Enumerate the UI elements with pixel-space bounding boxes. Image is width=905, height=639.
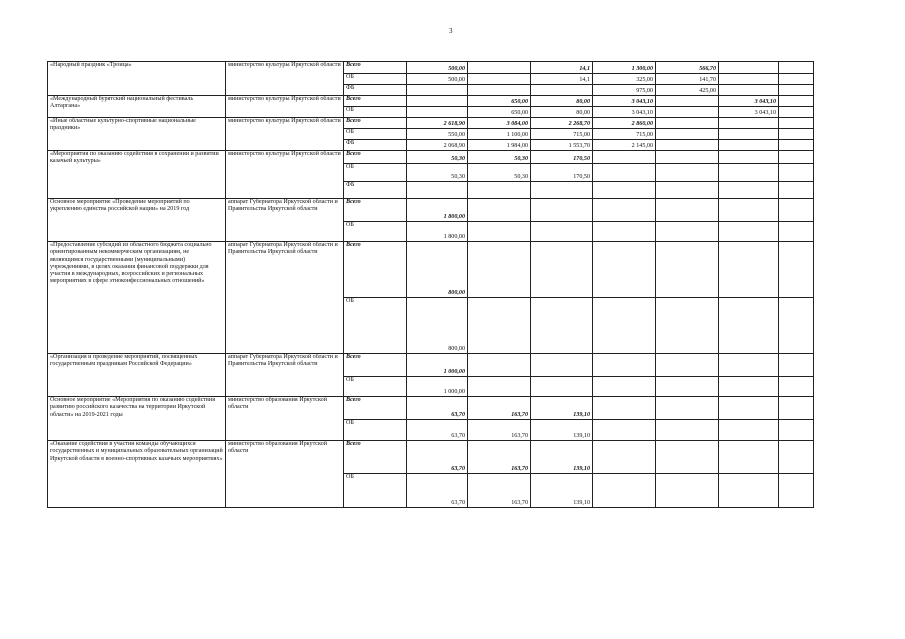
- amount-cell: [779, 182, 814, 199]
- amount-cell: [779, 199, 814, 222]
- amount-cell: [656, 182, 719, 199]
- amount-cell: [593, 420, 656, 441]
- responsible-executor: министерство образования Иркутской области: [226, 441, 344, 508]
- amount-cell: [656, 377, 719, 397]
- table-row: [48, 242, 814, 298]
- amount-cell: [779, 441, 814, 474]
- amount-cell: 163,70: [468, 420, 531, 441]
- responsible-executor: министерство культуры Иркутской области: [226, 118, 344, 151]
- amount-cell: [779, 354, 814, 377]
- amount-cell: [468, 222, 531, 242]
- amount-cell: 3 043,10: [593, 107, 656, 118]
- amount-cell: [779, 222, 814, 242]
- amount-cell: [779, 298, 814, 354]
- amount-cell: 550,00: [407, 129, 468, 140]
- amount-cell: 2 068,90: [407, 140, 468, 151]
- amount-cell: [719, 74, 779, 85]
- amount-cell: [719, 222, 779, 242]
- amount-cell: [593, 242, 656, 298]
- amount-cell: 1 984,00: [468, 140, 531, 151]
- amount-cell: [407, 182, 468, 199]
- amount-cell: [468, 199, 531, 222]
- amount-cell: [779, 420, 814, 441]
- funding-source: Всего: [344, 199, 407, 222]
- activity-name: Основное мероприятие «Проведение мероприятий по укреплению единства российской нации» на 2019 год: [48, 199, 226, 242]
- amount-cell: 139,10: [531, 441, 593, 474]
- amount-cell: [719, 474, 779, 508]
- activity-name: «Иные областные культурно-спортивные национальные праздники»: [48, 118, 226, 151]
- funding-source: ФБ: [344, 140, 407, 151]
- amount-cell: [531, 242, 593, 298]
- amount-cell: [531, 182, 593, 199]
- amount-cell: [593, 474, 656, 508]
- amount-cell: [779, 85, 814, 96]
- amount-cell: [719, 420, 779, 441]
- amount-cell: [593, 298, 656, 354]
- amount-cell: [656, 397, 719, 420]
- funding-source: Всего: [344, 354, 407, 377]
- table-row: [48, 441, 814, 474]
- amount-cell: 139,10: [531, 397, 593, 420]
- amount-cell: [468, 62, 531, 74]
- amount-cell: [779, 151, 814, 164]
- amount-cell: [779, 474, 814, 508]
- table-row: [48, 96, 814, 107]
- amount-cell: [719, 354, 779, 377]
- amount-cell: 1 800,00: [407, 222, 468, 242]
- funding-source: ОБ: [344, 74, 407, 85]
- responsible-executor: аппарат Губернатора Иркутской области и Правительства Иркутской области: [226, 242, 344, 354]
- activity-name: «Предоставление субсидий из областного бюджета социально ориентированным некоммерческим организациям, не являющимся государственными (муниципальными) учреждениями, в целях оказания финансовой поддержки для участия в международных, всероссийских и региональных мероприятиях в сфере этноконфессиональных отношений»: [48, 242, 226, 354]
- amount-cell: [779, 164, 814, 182]
- funding-source: Всего: [344, 96, 407, 107]
- amount-cell: 3 043,10: [719, 107, 779, 118]
- amount-cell: 163,70: [468, 397, 531, 420]
- amount-cell: [593, 182, 656, 199]
- amount-cell: [719, 140, 779, 151]
- amount-cell: [656, 354, 719, 377]
- amount-cell: [719, 298, 779, 354]
- funding-source: Всего: [344, 441, 407, 474]
- amount-cell: [656, 242, 719, 298]
- amount-cell: 715,00: [531, 129, 593, 140]
- amount-cell: [779, 62, 814, 74]
- amount-cell: [779, 96, 814, 107]
- amount-cell: [656, 199, 719, 222]
- amount-cell: 63,70: [407, 441, 468, 474]
- table-row: [48, 354, 814, 377]
- amount-cell: 1 000,00: [407, 354, 468, 377]
- amount-cell: 163,70: [468, 474, 531, 508]
- amount-cell: 139,10: [531, 474, 593, 508]
- amount-cell: 14,1: [531, 62, 593, 74]
- amount-cell: 1 553,70: [531, 140, 593, 151]
- amount-cell: [719, 129, 779, 140]
- amount-cell: [593, 199, 656, 222]
- amount-cell: 650,00: [468, 96, 531, 107]
- responsible-executor: министерство культуры Иркутской области: [226, 151, 344, 199]
- amount-cell: [593, 377, 656, 397]
- table-row: [48, 199, 814, 222]
- amount-cell: [719, 441, 779, 474]
- amount-cell: [656, 420, 719, 441]
- amount-cell: 2 618,90: [407, 118, 468, 129]
- amount-cell: 63,70: [407, 474, 468, 508]
- amount-cell: 2 268,70: [531, 118, 593, 129]
- amount-cell: 425,00: [656, 85, 719, 96]
- activity-name: Основное мероприятие «Мероприятия по оказанию содействия развитию российского казачества на территории Иркутской области» на 2019-2021 годы: [48, 397, 226, 441]
- amount-cell: 80,00: [531, 107, 593, 118]
- amount-cell: 63,70: [407, 397, 468, 420]
- amount-cell: [719, 62, 779, 74]
- amount-cell: 139,10: [531, 420, 593, 441]
- amount-cell: [779, 242, 814, 298]
- amount-cell: 2 145,00: [593, 140, 656, 151]
- amount-cell: 1 300,00: [593, 62, 656, 74]
- amount-cell: [531, 354, 593, 377]
- funding-source: ОБ: [344, 222, 407, 242]
- amount-cell: [531, 298, 593, 354]
- funding-source: ОБ: [344, 164, 407, 182]
- amount-cell: [593, 151, 656, 164]
- amount-cell: [779, 74, 814, 85]
- funding-source: ОБ: [344, 129, 407, 140]
- amount-cell: [468, 182, 531, 199]
- funding-source: ФБ: [344, 85, 407, 96]
- amount-cell: [656, 441, 719, 474]
- responsible-executor: аппарат Губернатора Иркутской области и Правительства Иркутской области: [226, 199, 344, 242]
- amount-cell: 500,00: [407, 74, 468, 85]
- amount-cell: [719, 242, 779, 298]
- amount-cell: [779, 129, 814, 140]
- amount-cell: [531, 199, 593, 222]
- amount-cell: 50,30: [468, 164, 531, 182]
- amount-cell: 800,00: [407, 298, 468, 354]
- amount-cell: 1 800,00: [407, 199, 468, 222]
- amount-cell: [779, 397, 814, 420]
- responsible-executor: министерство культуры Иркутской области: [226, 96, 344, 118]
- activity-name: «Международный бурятский национальный фестиваль Алтаргана»: [48, 96, 226, 118]
- funding-source: ФБ: [344, 182, 407, 199]
- amount-cell: [656, 298, 719, 354]
- amount-cell: [656, 164, 719, 182]
- funding-source: ОБ: [344, 107, 407, 118]
- amount-cell: [468, 242, 531, 298]
- responsible-executor: аппарат Губернатора Иркутской области и Правительства Иркутской области: [226, 354, 344, 397]
- funding-source: Всего: [344, 62, 407, 74]
- funding-source: ОБ: [344, 377, 407, 397]
- amount-cell: [719, 182, 779, 199]
- table-row: [48, 62, 814, 74]
- amount-cell: [719, 151, 779, 164]
- amount-cell: 63,70: [407, 420, 468, 441]
- funding-source: Всего: [344, 242, 407, 298]
- amount-cell: [719, 164, 779, 182]
- amount-cell: [656, 474, 719, 508]
- funding-source: ОБ: [344, 298, 407, 354]
- amount-cell: [407, 96, 468, 107]
- amount-cell: 800,00: [407, 242, 468, 298]
- amount-cell: [468, 74, 531, 85]
- amount-cell: 1 000,00: [407, 377, 468, 397]
- amount-cell: [468, 298, 531, 354]
- responsible-executor: министерство образования Иркутской области: [226, 397, 344, 441]
- amount-cell: [656, 129, 719, 140]
- funding-source: Всего: [344, 151, 407, 164]
- amount-cell: [656, 118, 719, 129]
- amount-cell: 50,30: [407, 164, 468, 182]
- amount-cell: [779, 118, 814, 129]
- amount-cell: [719, 118, 779, 129]
- amount-cell: [656, 151, 719, 164]
- funding-source: ОБ: [344, 474, 407, 508]
- amount-cell: 3 043,10: [593, 96, 656, 107]
- activity-name: «Организация и проведение мероприятий, посвященных государственным праздникам Российской Федерации»: [48, 354, 226, 397]
- amount-cell: 141,70: [656, 74, 719, 85]
- amount-cell: 975,00: [593, 85, 656, 96]
- amount-cell: [468, 377, 531, 397]
- amount-cell: [468, 354, 531, 377]
- amount-cell: 170,50: [531, 151, 593, 164]
- funding-source: Всего: [344, 118, 407, 129]
- activity-name: «Народный праздник «Троица»: [48, 62, 226, 96]
- amount-cell: 3 084,00: [468, 118, 531, 129]
- amount-cell: [593, 164, 656, 182]
- amount-cell: [531, 85, 593, 96]
- amount-cell: 715,00: [593, 129, 656, 140]
- activity-name: «Оказание содействия в участии команды обучающихся государственных и муниципальных образовательных организаций Иркутской области в военно-спортивных казачьих мероприятиях»: [48, 441, 226, 508]
- amount-cell: [779, 140, 814, 151]
- amount-cell: [593, 222, 656, 242]
- activity-name: «Мероприятия по оказанию содействия в сохранении и развитии казачьей культуры»: [48, 151, 226, 199]
- funding-source: Всего: [344, 397, 407, 420]
- amount-cell: 170,50: [531, 164, 593, 182]
- table-row: [48, 397, 814, 420]
- amount-cell: 1 100,00: [468, 129, 531, 140]
- amount-cell: [719, 377, 779, 397]
- amount-cell: 325,00: [593, 74, 656, 85]
- amount-cell: [656, 96, 719, 107]
- funding-source: ОБ: [344, 420, 407, 441]
- amount-cell: 50,30: [468, 151, 531, 164]
- page-number: 3: [449, 27, 453, 35]
- amount-cell: [593, 354, 656, 377]
- table-row: [48, 118, 814, 129]
- amount-cell: 650,00: [468, 107, 531, 118]
- amount-cell: 566,70: [656, 62, 719, 74]
- amount-cell: 500,00: [407, 62, 468, 74]
- amount-cell: [719, 85, 779, 96]
- amount-cell: [468, 85, 531, 96]
- amount-cell: [593, 397, 656, 420]
- table-row: [48, 151, 814, 164]
- amount-cell: [779, 377, 814, 397]
- amount-cell: [531, 222, 593, 242]
- amount-cell: [593, 441, 656, 474]
- amount-cell: [407, 107, 468, 118]
- amount-cell: 14,1: [531, 74, 593, 85]
- amount-cell: [656, 107, 719, 118]
- amount-cell: [719, 199, 779, 222]
- amount-cell: 3 043,10: [719, 96, 779, 107]
- amount-cell: [719, 397, 779, 420]
- amount-cell: 50,30: [407, 151, 468, 164]
- amount-cell: 80,00: [531, 96, 593, 107]
- program-activities-table: [47, 61, 814, 508]
- amount-cell: [656, 222, 719, 242]
- amount-cell: [656, 140, 719, 151]
- amount-cell: [531, 377, 593, 397]
- amount-cell: 163,70: [468, 441, 531, 474]
- amount-cell: 2 860,00: [593, 118, 656, 129]
- amount-cell: [779, 107, 814, 118]
- responsible-executor: министерство культуры Иркутской области: [226, 62, 344, 96]
- amount-cell: [407, 85, 468, 96]
